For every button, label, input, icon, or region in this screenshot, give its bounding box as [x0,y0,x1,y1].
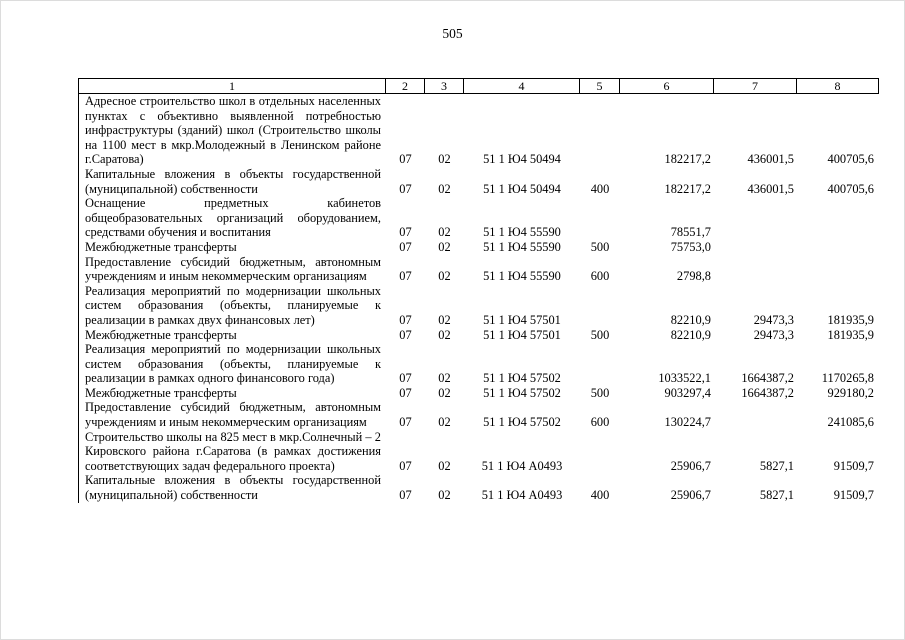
header-col-6: 6 [620,79,714,93]
header-col-7: 7 [714,79,797,93]
row-target-code-cell: 51 1 Ю4 А0493 [481,488,563,503]
budget-table [78,78,879,503]
row-amount-year2-cell: 5827,1 [759,488,794,503]
row-subsection-cell: 02 [438,371,451,386]
row-section-cell: 07 [399,312,412,327]
row-title-cell: Предоставление субсидий бюджетным, автономным учреждениям и иным некоммерческим организациям [85,254,381,284]
row-subsection-cell: 02 [438,152,451,167]
row-subsection-cell: 02 [438,269,451,284]
row-target-code-cell: 51 1 Ю4 А0493 [481,458,563,473]
row-section-cell: 07 [399,181,412,196]
row-target-code-cell: 51 1 Ю4 55590 [483,225,561,240]
table-header-row [78,78,879,94]
row-amount-year2-cell: 29473,3 [753,327,794,342]
row-amount-year2-cell: 436001,5 [747,152,794,167]
table-row [79,284,878,328]
row-amount-year1-cell: 82210,9 [670,327,711,342]
row-subsection-cell: 02 [438,181,451,196]
table-row [79,240,878,255]
row-expense-type-cell: 500 [590,385,610,400]
row-amount-year2-cell: 5827,1 [759,458,794,473]
row-amount-year3-cell: 400705,6 [827,152,874,167]
row-amount-year3-cell: 1170265,8 [821,371,874,386]
row-amount-year1-cell: 903297,4 [664,385,711,400]
table-row [79,328,878,343]
row-subsection-cell: 02 [438,458,451,473]
row-amount-year1-cell: 182217,2 [664,152,711,167]
table-row [79,196,878,240]
row-section-cell: 07 [399,371,412,386]
row-target-code-cell: 51 1 Ю4 57502 [483,385,561,400]
row-title-cell: Предоставление субсидий бюджетным, автономным учреждениям и иным некоммерческим организациям [85,400,381,430]
row-section-cell: 07 [399,327,412,342]
row-subsection-cell: 02 [438,312,451,327]
table-row [79,386,878,401]
row-expense-type-cell: 600 [590,415,610,430]
table-row [79,430,878,474]
row-subsection-cell: 02 [438,327,451,342]
row-target-code-cell: 51 1 Ю4 50494 [483,152,561,167]
row-title-cell: Строительство школы на 825 мест в мкр.Солнечный – 2 Кировского района г.Саратова (в рамках достижения соответствующих задач федерального проекта) [85,429,381,473]
row-expense-type-cell: 400 [590,181,610,196]
table-row [79,400,878,429]
row-amount-year1-cell: 78551,7 [670,225,711,240]
row-amount-year3-cell: 400705,6 [827,181,874,196]
header-col-8: 8 [834,79,841,93]
row-subsection-cell: 02 [438,488,451,503]
row-section-cell: 07 [399,385,412,400]
row-target-code-cell: 51 1 Ю4 57501 [483,312,561,327]
row-expense-type-cell: 600 [590,269,610,284]
row-amount-year2-cell: 436001,5 [747,181,794,196]
row-amount-year1-cell: 130224,7 [664,415,711,430]
row-section-cell: 07 [399,225,412,240]
row-title-cell: Адресное строительство школ в отдельных населенных пунктах с объективно выявленной потребностью инфраструктуры (зданий) школ (Строительство школы на 1100 мест в мкр.Молодежный в Ленинском районе г.Саратова) [85,94,381,167]
row-title-cell: Реализация мероприятий по модернизации школьных систем образования (объекты, планируемые к реализации в рамках одного финансового года) [85,342,381,386]
row-section-cell: 07 [399,269,412,284]
row-amount-year1-cell: 1033522,1 [658,371,711,386]
row-target-code-cell: 51 1 Ю4 57502 [483,371,561,386]
row-subsection-cell: 02 [438,385,451,400]
page-number: 505 [442,26,463,41]
row-target-code-cell: 51 1 Ю4 57501 [483,327,561,342]
row-title-cell: Капитальные вложения в объекты государственной (муниципальной) собственности [85,166,381,196]
row-amount-year1-cell: 2798,8 [676,269,711,284]
row-title-cell: Реализация мероприятий по модернизации школьных систем образования (объекты, планируемые к реализации в рамках двух финансовых лет) [85,283,381,327]
row-amount-year3-cell: 181935,9 [827,327,874,342]
header-col-2: 2 [386,79,425,93]
row-amount-year3-cell: 241085,6 [827,415,874,430]
row-section-cell: 07 [399,152,412,167]
row-title-cell: Оснащение предметных кабинетов общеобразовательных организаций оборудованием, средствами обучения и воспитания [85,196,381,240]
row-amount-year1-cell: 25906,7 [670,488,711,503]
row-section-cell: 07 [399,488,412,503]
row-target-code-cell: 51 1 Ю4 50494 [483,181,561,196]
row-target-code-cell: 51 1 Ю4 57502 [483,415,561,430]
row-section-cell: 07 [399,239,412,254]
row-amount-year3-cell: 929180,2 [827,385,874,400]
row-expense-type-cell: 400 [590,488,610,503]
row-expense-type-cell: 500 [590,327,610,342]
row-subsection-cell: 02 [438,415,451,430]
table-row [79,167,878,196]
row-amount-year2-cell: 1664387,2 [741,385,794,400]
header-col-5: 5 [580,79,620,93]
header-col-4: 4 [464,79,580,93]
row-amount-year2-cell: 1664387,2 [741,371,794,386]
row-section-cell: 07 [399,458,412,473]
row-amount-year1-cell: 75753,0 [670,239,711,254]
row-title-cell: Межбюджетные трансферты [85,327,237,342]
row-amount-year1-cell: 82210,9 [670,312,711,327]
row-expense-type-cell: 500 [590,239,610,254]
table-body [78,94,878,503]
row-title-cell: Межбюджетные трансферты [85,385,237,400]
row-target-code-cell: 51 1 Ю4 55590 [483,269,561,284]
row-title-cell: Межбюджетные трансферты [85,239,237,254]
row-amount-year1-cell: 25906,7 [670,458,711,473]
row-amount-year2-cell: 29473,3 [753,312,794,327]
row-subsection-cell: 02 [438,239,451,254]
table-row [79,94,878,167]
row-amount-year3-cell: 91509,7 [833,458,874,473]
row-amount-year3-cell: 181935,9 [827,312,874,327]
row-amount-year3-cell: 91509,7 [833,488,874,503]
header-col-3: 3 [425,79,464,93]
row-title-cell: Капитальные вложения в объекты государственной (муниципальной) собственности [85,473,381,503]
table-row [79,473,878,502]
table-row [79,342,878,386]
row-subsection-cell: 02 [438,225,451,240]
header-col-1: 1 [79,79,386,93]
table-row [79,255,878,284]
row-section-cell: 07 [399,415,412,430]
row-amount-year1-cell: 182217,2 [664,181,711,196]
row-target-code-cell: 51 1 Ю4 55590 [483,239,561,254]
